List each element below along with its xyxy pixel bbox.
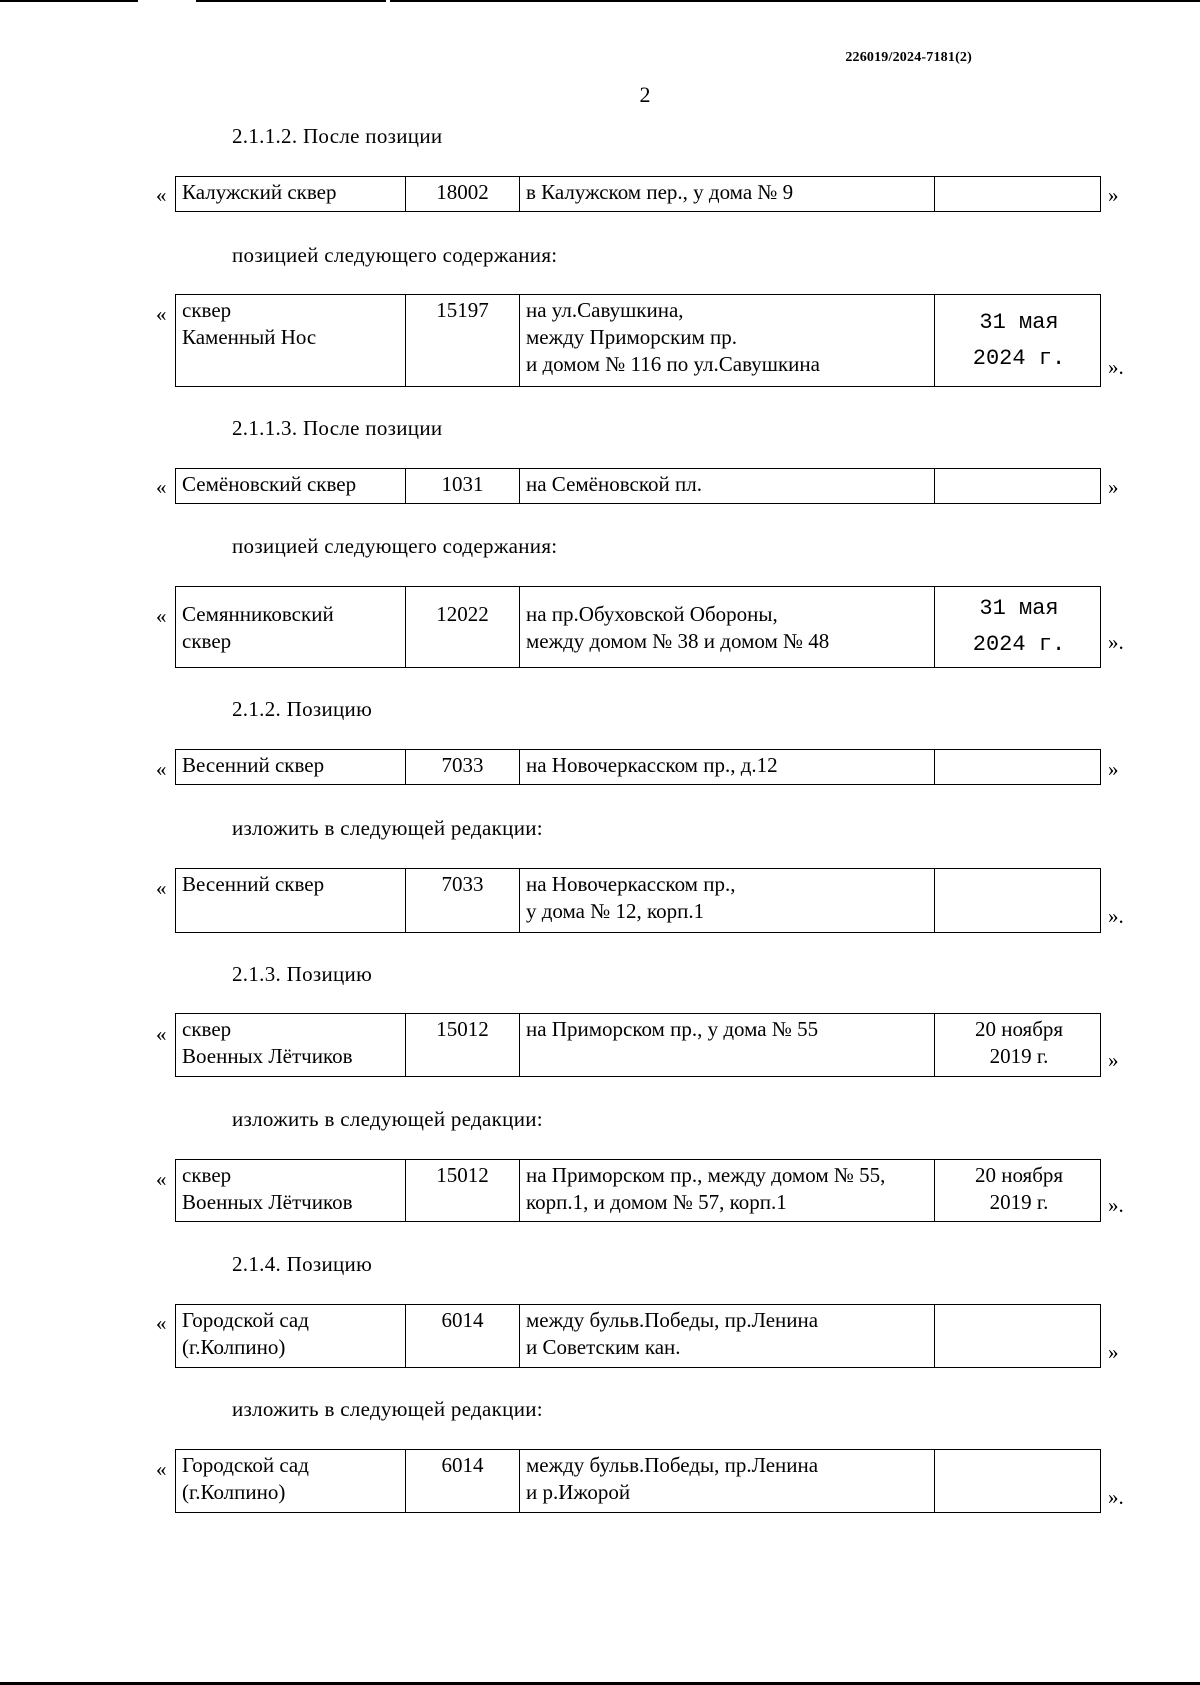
cell-location: между бульв.Победы, пр.Ленина и р.Ижорой [519, 1450, 934, 1512]
cell-date: 31 мая 2024 г. [934, 587, 1103, 667]
cell-code: 6014 [405, 1450, 519, 1512]
quote-close: » [1108, 757, 1119, 781]
cell-date [934, 177, 1103, 211]
quote-open: « [156, 876, 167, 900]
page-number: 2 [639, 82, 651, 107]
section-heading: 2.1.3. Позицию [232, 962, 373, 986]
section-heading: изложить в следующей редакции: [232, 816, 543, 840]
cell-date [934, 1305, 1103, 1367]
cell-date: 20 ноября 2019 г. [934, 1014, 1103, 1076]
cell-code: 1031 [405, 469, 519, 503]
quote-open: « [156, 183, 167, 207]
cell-location: на ул.Савушкина, между Приморским пр. и домом № 116 по ул.Савушкина [519, 295, 934, 386]
table-row [175, 1304, 1101, 1368]
cell-date: 31 мая 2024 г. [934, 295, 1103, 386]
cell-name: сквер Военных Лётчиков [182, 1017, 353, 1068]
cell-date [934, 750, 1103, 784]
cell-code: 6014 [405, 1305, 519, 1367]
cell-location: на пр.Обуховской Обороны, между домом № 38 и домом № 48 [519, 587, 934, 667]
table-row [175, 749, 1101, 785]
table-row [175, 586, 1101, 668]
quote-open: « [156, 757, 167, 781]
quote-close: » [1108, 475, 1119, 499]
quote-open: « [156, 1167, 167, 1191]
quote-open: « [156, 604, 167, 628]
quote-close: » [1108, 1048, 1119, 1072]
scan-edge-line [196, 0, 386, 2]
cell-location: на Приморском пр., у дома № 55 [519, 1014, 934, 1076]
table-row [175, 468, 1101, 504]
section-heading: 2.1.4. Позицию [232, 1252, 373, 1276]
cell-code: 12022 [405, 587, 519, 667]
cell-location: в Калужском пер., у дома № 9 [519, 177, 934, 211]
quote-open: « [156, 1311, 167, 1335]
quote-close: ». [1108, 1193, 1124, 1217]
table-row [175, 176, 1101, 212]
cell-location: на Новочеркасском пр., д.12 [519, 750, 934, 784]
table-row [175, 1159, 1101, 1222]
cell-name: Городской сад (г.Колпино) [182, 1308, 309, 1359]
document-code: 226019/2024-7181(2) [845, 50, 972, 65]
quote-open: « [156, 475, 167, 499]
section-heading: 2.1.2. Позицию [232, 697, 373, 721]
cell-code: 15012 [405, 1160, 519, 1221]
table-row [175, 868, 1101, 933]
cell-date [934, 1450, 1103, 1512]
quote-close: ». [1108, 355, 1124, 379]
cell-date: 20 ноября 2019 г. [934, 1160, 1103, 1221]
cell-date [934, 869, 1103, 932]
cell-code: 7033 [405, 869, 519, 932]
quote-close: ». [1108, 1485, 1124, 1509]
quote-open: « [156, 302, 167, 326]
cell-name: Городской сад (г.Колпино) [182, 1453, 309, 1504]
cell-code: 15012 [405, 1014, 519, 1076]
cell-name: Семёновский сквер [182, 472, 357, 496]
cell-location: на Семёновской пл. [519, 469, 934, 503]
cell-name: Калужский сквер [182, 180, 337, 204]
cell-location: на Приморском пр., между домом № 55, корп.1, и домом № 57, корп.1 [519, 1160, 934, 1221]
quote-close: » [1108, 1340, 1119, 1364]
quote-close: ». [1108, 630, 1124, 654]
section-heading: позицией следующего содержания: [232, 534, 558, 558]
quote-close: ». [1108, 904, 1124, 928]
cell-date [934, 469, 1103, 503]
cell-name: Весенний сквер [182, 753, 325, 777]
section-heading: позицией следующего содержания: [232, 243, 558, 267]
quote-open: « [156, 1022, 167, 1046]
cell-location: на Новочеркасском пр., у дома № 12, корп.1 [519, 869, 934, 932]
cell-code: 7033 [405, 750, 519, 784]
cell-name: сквер Военных Лётчиков [182, 1163, 353, 1214]
table-row [175, 1449, 1101, 1513]
quote-close: » [1108, 183, 1119, 207]
cell-location: между бульв.Победы, пр.Ленина и Советским кан. [519, 1305, 934, 1367]
scan-edge-line [0, 0, 138, 2]
section-heading: изложить в следующей редакции: [232, 1107, 543, 1131]
table-row [175, 1013, 1101, 1077]
cell-name: сквер Каменный Нос [182, 298, 317, 349]
cell-code: 15197 [405, 295, 519, 386]
scan-edge-line [390, 0, 1200, 2]
table-row [175, 294, 1101, 387]
cell-code: 18002 [405, 177, 519, 211]
cell-name: Весенний сквер [182, 872, 325, 896]
section-heading: 2.1.1.2. После позиции [232, 124, 443, 148]
section-heading: изложить в следующей редакции: [232, 1397, 543, 1421]
section-heading: 2.1.1.3. После позиции [232, 416, 443, 440]
quote-open: « [156, 1457, 167, 1481]
cell-name: Семянниковский сквер [182, 602, 334, 653]
